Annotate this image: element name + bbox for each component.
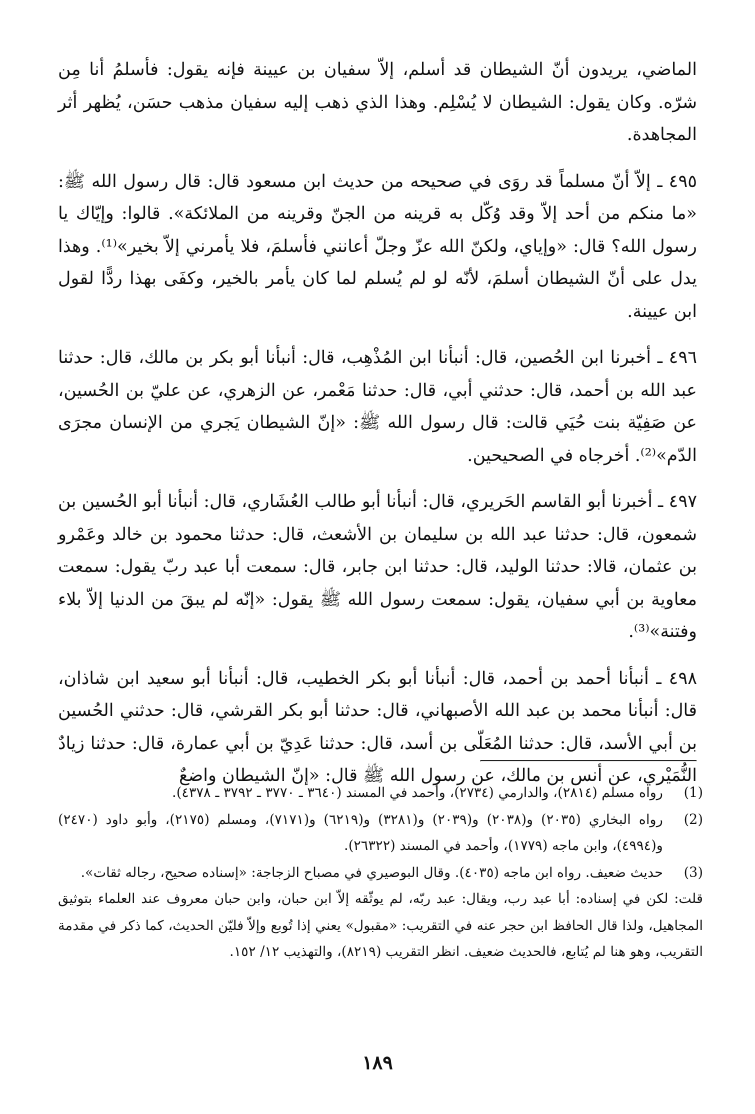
paragraph-495: ٤٩٥ ـ إلاّ أنّ مسلماً قد روَى في صحيحه من حديث ابن مسعود قال: قال رسول الله ﷺ: «ما منكم من أحد إلاّ وقد وُكّل به قرينه من الجنّ وقرينه من الملائكة». قالوا: وإيّاك يا رسول الله؟ قال: «وإياي، ولكنّ الله عزّ وجلّ أعانني فأسلمَ، فلا يأمرني إلاّ بخير»⁽¹⁾. وهذا يدل على أنّ الشيطان أسلمَ، لأنّه لو لم يُسلم لما كان يأمر بالخير، وكفَى بهذا ردًّا لقول ابن عيينة. [58,171,698,322]
page-number: ١٨٩ [362,1052,393,1074]
footnote-text: رواه مسلم (٢٨١٤)، والدارمي (٢٧٣٤)، وأحمد في المسند (٣٦٤٠ ـ ٣٧٧٠ ـ ٣٧٩٢ ـ ٤٣٧٨). [172,785,663,801]
footnote-number: (2) [683,811,703,828]
footnote-text: حديث ضعيف. رواه ابن ماجه (٤٠٣٥). وقال البوصيري في مصباح الزجاجة: «إسناده صحيح، رجاله ثقات». [80,864,663,881]
footnote-2 [58,807,703,860]
footnote-3 [58,860,703,887]
footnote-text: رواه البخاري (٢٠٣٥) و(٢٠٣٨) و(٢٠٣٩) و(٣٢٨١) و(٦٢١٩) و(٧١٧١)، ومسلم (٢١٧٥)، وأبو داود (٢٤٧٠) و(٤٩٩٤)، وابن ماجه (١٧٧٩)، وأحمد في المسند (٢٦٣٢٢). [58,811,663,854]
paragraph-498: ٤٩٨ ـ أنبأنا أحمد بن أحمد، قال: أنبأنا أبو بكر الخطيب، قال: أنبأنا أبو سعيد ابن شاذان، قال: أنبأنا محمد بن عبد الله الأصبهاني، قال: حدثنا أبو بكر القرشي، قال: حدثني الحُسين بن أبي الأسد، قال: حدثنا المُعَلّى بن أسد، قال: حدثنا عَدِيّ بن أبي عمارة، قال: حدثنا زيادٌ النُّمَيْري، عن أنس بن مالك، عن رسول الله ﷺ قال: «إنّ الشيطان واضعٌ [58,668,697,786]
paragraph-continuation: الماضي، يريدون أنّ الشيطان قد أسلم، إلاّ سفيان بن عيينة فإنه يقول: فأسلمُ أنا مِن شرّه. وكان يقول: الشيطان لا يُسْلِم. وهذا الذي ذهب إليه سفيان مذهب حسَن، يُظهر أثر المجاهدة. [58,60,697,145]
footnote-number: (3) [683,864,703,881]
footnote-comment: قلت: لكن في إسناده: أبا عبد رب، ويقال: عبد ربّه، لم يوثّقه إلاّ ابن حبان، وابن حبان معروف عند العلماء بتوثيق المجاهيل، ولذا قال الحافظ ابن حجر عنه في التقريب: «مقبول» يعني إذا تُوبع وإلاّ فليّن الحديث، كما ذكر في مقدمة التقريب، وهو هنا لم يُتابع، فالحديث ضعيف. انظر التقريب (٨٢١٩)، والتهذيب ١٢/ ١٥٢. [58,891,703,960]
paragraph-497: ٤٩٧ ـ أخبرنا أبو القاسم الحَريري، قال: أنبأنا أبو طالب العُشَاري، قال: أنبأنا أبو الحُسين بن شمعون، قال: حدثنا عبد الله بن سليمان بن الأشعث، قال: حدثنا محمود بن خالد وعَمْرو بن عثمان، قالا: حدثنا الوليد، قال: حدثنا ابن جابر، قال: سمعت أبا عبد ربّ يقول: سمعت معاوية بن أبي سفيان، يقول: سمعت رسول الله ﷺ يقول: «إنّه لم يبقَ من الدنيا إلاّ بلاء وفتنة»⁽³⁾. [58,492,697,642]
paragraph-496: ٤٩٦ ـ أخبرنا ابن الحُصين، قال: أنبأنا ابن المُذْهِب، قال: أنبأنا أبو بكر بن مالك، قال: حدثنا عبد الله بن أحمد، قال: حدثني أبي، قال: حدثنا مَعْمر، عن الزهري، عن عليّ بن الحُسين، عن صَفِيّة بنت حُيَي قالت: قال رسول الله ﷺ: «إنّ الشيطان يَجري من الإنسان مجرَى الدّم»⁽²⁾. أخرجاه في الصحيحين. [58,348,697,466]
footnote-number: (1) [683,785,703,801]
footnote-divider [480,760,697,762]
footnote-1 [58,780,703,807]
main-text [58,54,697,793]
footnotes [58,780,703,966]
